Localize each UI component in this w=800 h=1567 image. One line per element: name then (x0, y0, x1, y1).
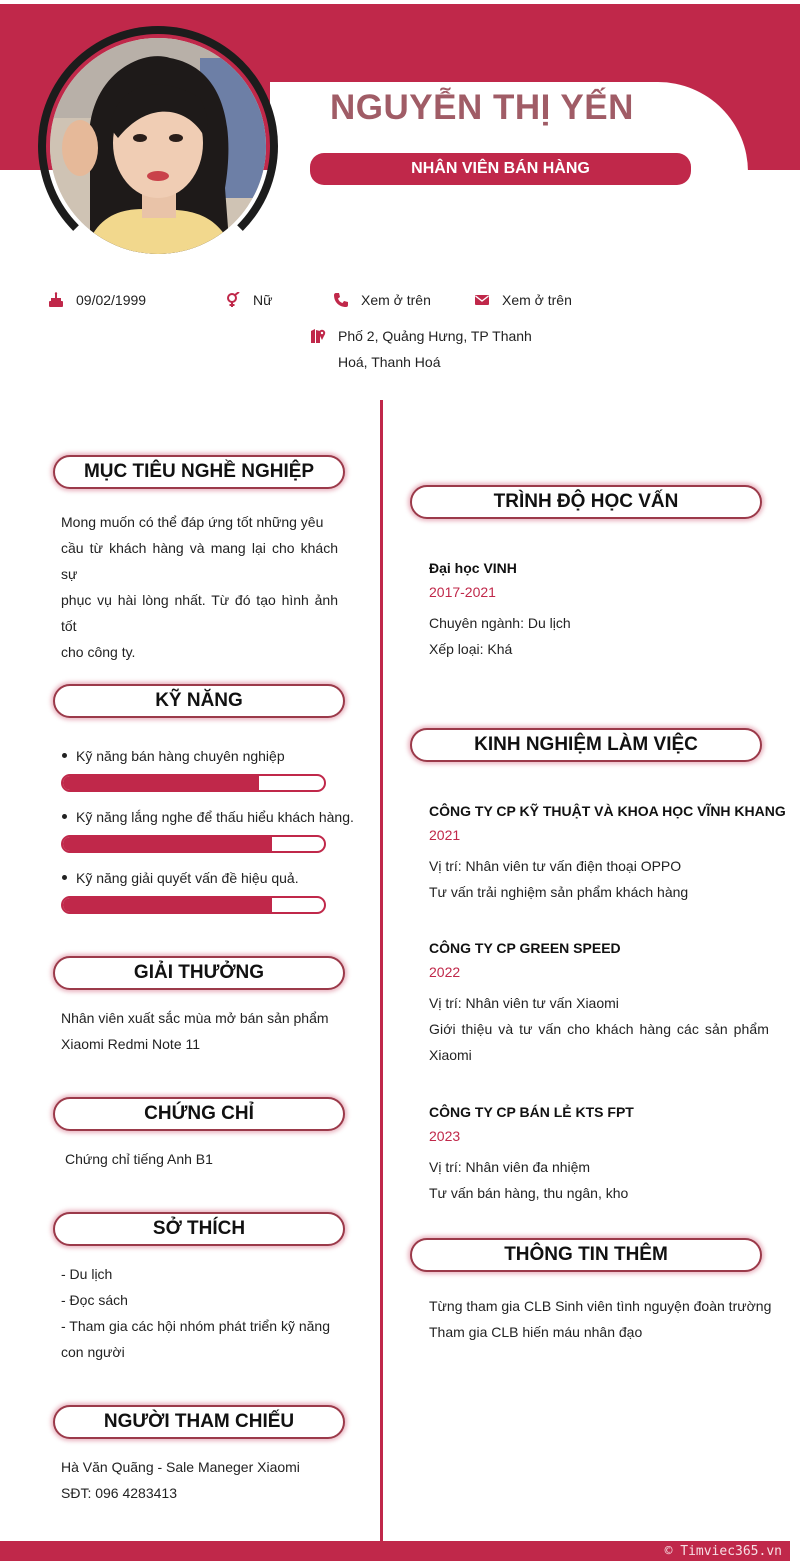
skill-bar-fill (63, 776, 259, 790)
additional-line: Từng tham gia CLB Sinh viên tình nguyện đoàn trường (429, 1298, 772, 1314)
skill-label: Kỹ năng lắng nghe để thấu hiểu khách hàng. (76, 809, 354, 825)
address-line-2: Hoá, Thanh Hoá (338, 354, 441, 370)
job-title-badge: NHÂN VIÊN BÁN HÀNG (310, 153, 691, 185)
awards-line: Nhân viên xuất sắc mùa mở bán sản phẩm (61, 1010, 329, 1026)
hobby-line: - Du lịch (61, 1266, 113, 1282)
bullet-icon (62, 753, 67, 758)
footer-credit: © Timviec365.vn (664, 1544, 782, 1559)
skill-label: Kỹ năng giải quyết vấn đề hiệu quả. (76, 870, 299, 886)
gender-row (225, 287, 272, 313)
job-description: Tư vấn trải nghiệm sản phẩm khách hàng (429, 884, 689, 900)
column-divider (380, 400, 383, 1542)
education-years: 2017-2021 (429, 584, 496, 600)
objective-line: Mong muốn có thể đáp ứng tốt những yêu (61, 514, 324, 530)
job-position: Vị trí: Nhân viên tư vấn Xiaomi (429, 995, 619, 1011)
map-pin-icon (310, 328, 326, 344)
certificate-text: Chứng chỉ tiếng Anh B1 (65, 1151, 213, 1167)
objective-heading: MỤC TIÊU NGHỀ NGHIỆP (53, 455, 345, 489)
birthday-row (48, 287, 146, 313)
gender-text: Nữ (253, 292, 273, 308)
skill-bar (61, 896, 326, 914)
references-heading: NGƯỜI THAM CHIẾU (53, 1405, 345, 1439)
phone-icon (333, 292, 349, 308)
address-row (310, 323, 532, 375)
job-year: 2021 (429, 827, 461, 843)
hobbies-heading: SỞ THÍCH (53, 1212, 345, 1246)
skill-bar-fill (63, 898, 272, 912)
skill-bar (61, 835, 326, 853)
additional-info-heading: THÔNG TIN THÊM (410, 1238, 762, 1272)
reference-line: Hà Văn Quãng - Sale Maneger Xiaomi (61, 1459, 300, 1475)
certificates-heading: CHỨNG CHỈ (53, 1097, 345, 1131)
education-heading: TRÌNH ĐỘ HỌC VẤN (410, 485, 762, 519)
objective-line: phục vụ hài lòng nhất. Từ đó tạo hình ảnh tốt (61, 592, 338, 634)
job-entry (429, 798, 786, 905)
email-row (474, 287, 572, 313)
job-description: Giới thiệu và tư vấn cho khách hàng các sản phẩm (429, 1021, 769, 1037)
additional-info-text (429, 1293, 771, 1345)
avatar-photo (50, 38, 266, 254)
education-block (429, 555, 571, 662)
hobbies-text (61, 1261, 346, 1365)
school-name: Đại học VINH (429, 560, 517, 576)
company-name: CÔNG TY CP KỸ THUẬT VÀ KHOA HỌC VĨNH KHANG (429, 803, 786, 819)
education-major: Chuyên ngành: Du lịch (429, 615, 571, 631)
skill-item (62, 745, 285, 767)
gender-icon (225, 292, 241, 308)
bullet-icon (62, 814, 67, 819)
additional-line: Tham gia CLB hiến máu nhân đạo (429, 1324, 643, 1340)
candidate-name: NGUYỄN THỊ YẾN (330, 88, 634, 127)
job-year: 2022 (429, 964, 461, 980)
skill-label: Kỹ năng bán hàng chuyên nghiệp (76, 748, 285, 764)
company-name: CÔNG TY CP BÁN LẺ KTS FPT (429, 1104, 634, 1120)
address-text (338, 323, 532, 375)
skill-bar-fill (63, 837, 272, 851)
objective-text (61, 509, 338, 665)
cake-icon (48, 292, 64, 308)
hobby-line: con người (61, 1344, 125, 1360)
job-description-cont: Xiaomi (429, 1047, 472, 1063)
education-grade: Xếp loại: Khá (429, 641, 513, 657)
awards-line: Xiaomi Redmi Note 11 (61, 1036, 201, 1052)
job-year: 2023 (429, 1128, 461, 1144)
hobby-line: - Đọc sách (61, 1292, 128, 1308)
email-text: Xem ở trên (502, 292, 572, 308)
job-position: Vị trí: Nhân viên tư vấn điện thoại OPPO (429, 858, 682, 874)
objective-line: cầu từ khách hàng và mang lại cho khách sự (61, 540, 338, 582)
avatar (50, 38, 266, 254)
skill-item (62, 806, 354, 828)
skill-item (62, 867, 299, 889)
experience-heading: KINH NGHIỆM LÀM VIỆC (410, 728, 762, 762)
awards-text (61, 1005, 338, 1057)
references-text (61, 1454, 300, 1506)
birthday-text: 09/02/1999 (76, 292, 147, 308)
phone-row (333, 287, 431, 313)
company-name: CÔNG TY CP GREEN SPEED (429, 940, 621, 956)
mail-icon (474, 292, 490, 308)
job-entry (429, 935, 769, 1068)
address-line-1: Phố 2, Quảng Hưng, TP Thanh (338, 328, 532, 344)
job-entry (429, 1099, 769, 1206)
objective-line: cho công ty. (61, 644, 136, 660)
job-description: Tư vấn bán hàng, thu ngân, kho (429, 1185, 629, 1201)
hobby-line: - Tham gia các hội nhóm phát triển kỹ năng (61, 1318, 331, 1334)
awards-heading: GIẢI THƯỞNG (53, 956, 345, 990)
reference-line: SĐT: 096 4283413 (61, 1485, 177, 1501)
skill-bar (61, 774, 326, 792)
bullet-icon (62, 875, 67, 880)
skills-heading: KỸ NĂNG (53, 684, 345, 718)
job-position: Vị trí: Nhân viên đa nhiệm (429, 1159, 591, 1175)
phone-text: Xem ở trên (361, 292, 431, 308)
